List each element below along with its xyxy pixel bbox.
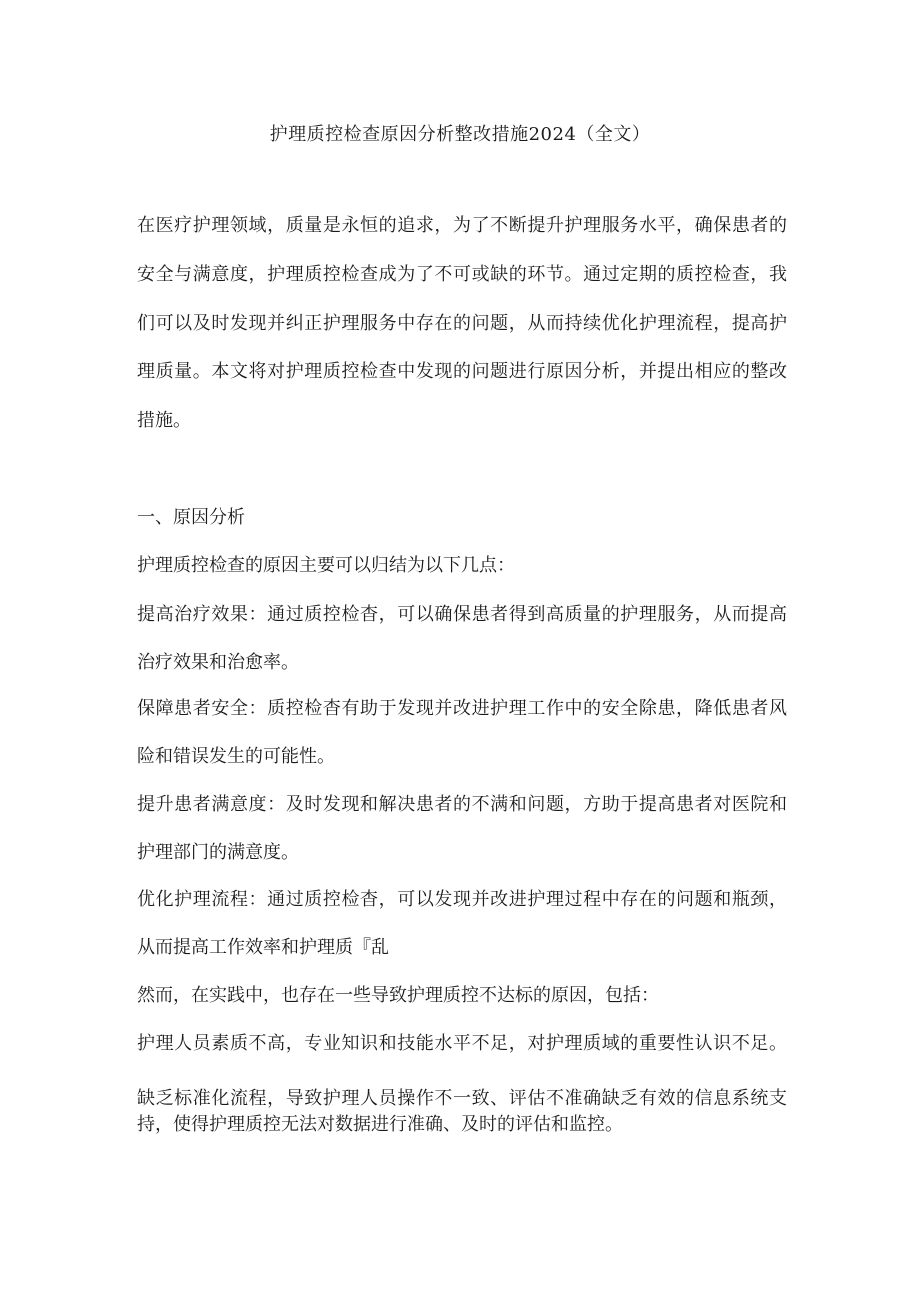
intro-line: 理质量。本文将对护理质控检查中发现的问题进行原因分析，并提出相应的整改: [137, 361, 787, 382]
point-line: 提升患者满意度：及时发现和解决患者的不满和问题，方助于提高患者对医院和: [137, 794, 787, 815]
point-line: 提高治疗效果：通过质控检杳，可以确保患者得到高质量的护理服务，从而提高: [137, 604, 787, 625]
point-line: 险和错误发生的可能性。: [137, 746, 335, 767]
intro-line: 措施。: [137, 410, 191, 431]
section-heading: 一、原因分析: [137, 507, 245, 528]
intro-line: 安全与满意度，护理质控检查成为了不可或缺的环节。通过定期的质控检查，我: [137, 264, 787, 285]
point-line: 优化护理流程：通过质控检杳，可以发现并改进护理过程中存在的问题和瓶颈，: [137, 889, 787, 910]
intro-line: 在医疗护理领域，质量是永恒的追求，为了不断提升护理服务水平，确保患者的: [137, 215, 787, 236]
section-lead: 护理质控检查的原因主要可以归结为以下几点：: [137, 555, 515, 576]
cause-line: 持，使得护理质控无法对数据进行准确、及时的评估和监控。: [137, 1114, 623, 1135]
point-line: 护理部门的满意度。: [137, 842, 299, 863]
point-line: 治疗效果和治愈率。: [137, 652, 299, 673]
cause-line: 护理人员素质不高，专业知识和技能水平不足，对护理质域的重要性认识不足。: [137, 1033, 787, 1054]
document-title: 护理质控检查原因分析整改措施2024（全文）: [269, 124, 651, 145]
however-line: 然而，在实践中，也存在一些导致护理质控不达标的原因，包括：: [137, 985, 659, 1006]
point-line: 保障患者安全：质控检杳有助于发现并改进护理工作中的安全除患，降低患者风: [137, 698, 787, 719]
intro-line: 们可以及时发现并纠正护理服务中存在的问题，从而持续优化护理流程，提高护: [137, 313, 787, 334]
point-line: 从而提高工作效率和护理质『乱: [137, 937, 389, 958]
cause-line: 缺乏标准化流程，导致护理人员操作不一致、评估不准确缺乏有效的信息系统支: [137, 1088, 787, 1109]
